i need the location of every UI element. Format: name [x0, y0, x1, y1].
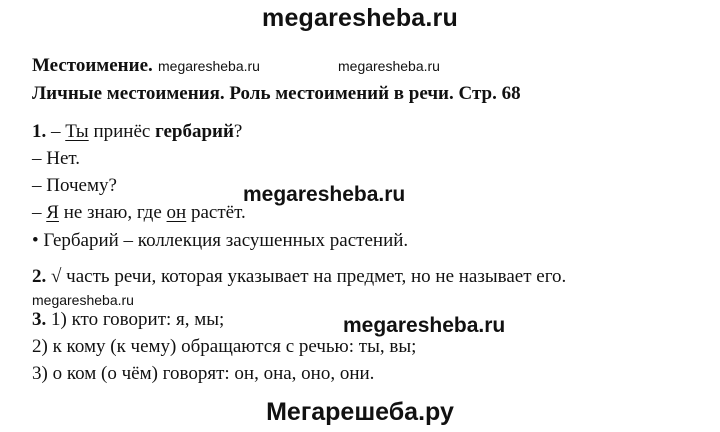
site-header: megaresheba.ru [262, 4, 458, 32]
task1-line2: – Нет. [32, 148, 81, 169]
watermark-small-2: megaresheba.ru [338, 58, 440, 74]
watermark-big-1: megaresheba.ru [243, 183, 406, 206]
task1-line3: – Почему? [32, 175, 117, 196]
task3-number: 3. [32, 309, 47, 330]
task1-line1-mid: принёс [88, 121, 156, 142]
task1-line1 [32, 121, 242, 143]
task3-line1-text: 1) кто говорит: я, мы; [46, 309, 225, 330]
task1-note: • Гербарий – коллекция засушенных растений. [32, 230, 409, 251]
task1-line1-end: ? [233, 121, 243, 142]
task1-line4-end: растёт. [186, 202, 246, 223]
pronoun-ya: Я [46, 202, 59, 223]
task1-dash: – [51, 121, 66, 142]
task1-line4 [32, 202, 246, 224]
task2-line [32, 266, 566, 288]
watermark-big-2: megaresheba.ru [343, 314, 506, 337]
task1-line4-dash: – [32, 202, 47, 223]
task2-text: √ часть речи, которая указывает на предмет, но не называет его. [46, 266, 567, 287]
site-footer: Мегарешеба.ру [266, 398, 454, 426]
pronoun-ty: Ты [65, 121, 89, 142]
task2-number: 2. [32, 266, 47, 287]
task3-line3: 3) о ком (о чём) говорят: он, она, оно, они. [32, 363, 375, 384]
task3-line2: 2) к кому (к чему) обращаются с речью: ты, вы; [32, 336, 417, 357]
watermark-small-3: megaresheba.ru [32, 292, 134, 308]
task3-line1 [32, 309, 224, 331]
watermark-small-1: megaresheba.ru [158, 58, 260, 74]
topic-title: Местоимение. [32, 55, 153, 76]
word-gerbariy: гербарий [155, 121, 234, 142]
pronoun-on: он [166, 202, 187, 223]
lesson-subtitle: Личные местоимения. Роль местоимений в речи. Стр. 68 [32, 83, 521, 104]
task1-line4-mid: не знаю, где [58, 202, 167, 223]
task1-number: 1. [32, 121, 47, 142]
